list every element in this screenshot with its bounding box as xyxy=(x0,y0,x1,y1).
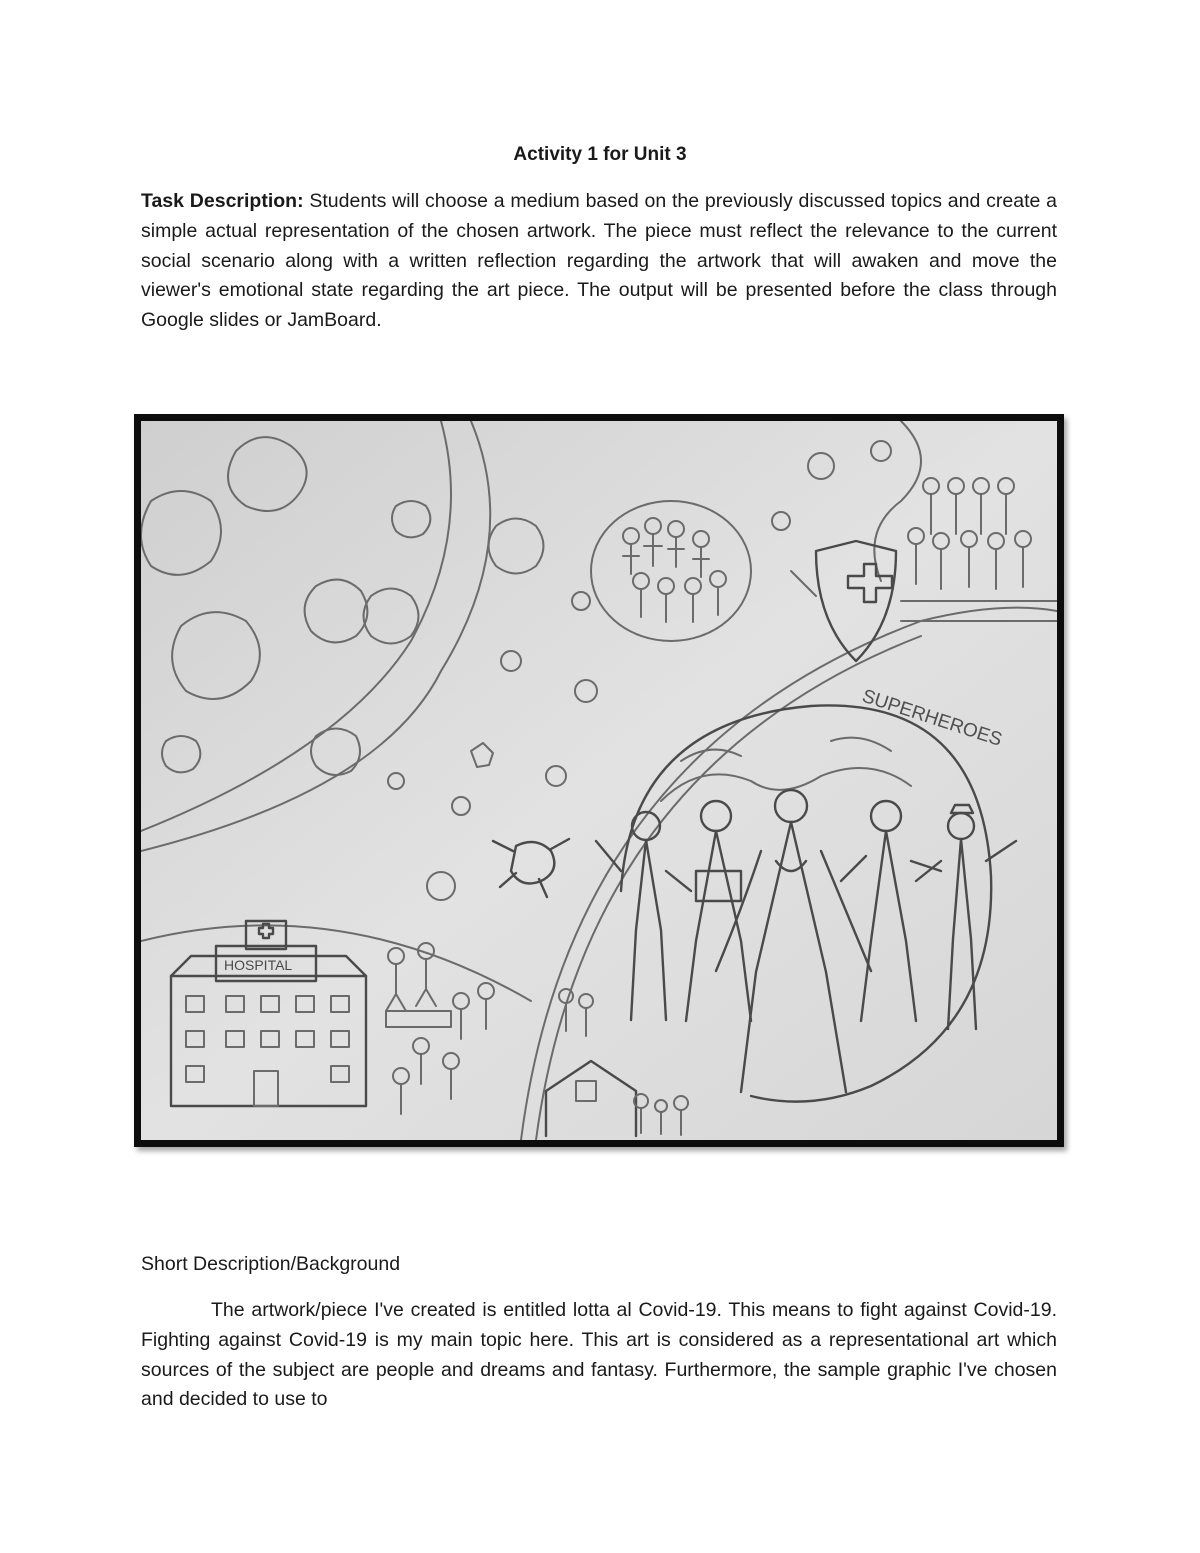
body-paragraph: The artwork/piece I've created is entitled lotta al Covid-19. This means to fight against Covid-19. Fighting against Covid-19 is my main topic here. This art is considered as a representational art which sources of the subject are people and dreams and fantasy. Furthermore, the sample graphic I've chosen and decided to use to xyxy=(141,1299,1057,1411)
page-title: Activity 1 for Unit 3 xyxy=(513,144,687,165)
task-label: Task Description: xyxy=(141,190,304,212)
pencil-drawing xyxy=(141,421,1057,1140)
task-description xyxy=(141,187,1057,336)
task-text: Students will choose a medium based on the previously discussed topics and create a simple actual representation of the chosen artwork. The piece must reflect the relevance to the current social scenario along with a written reflection regarding the artwork that will awaken and move the viewer's emotional state regarding the art piece. The output will be presented before the class through Google slides or JamBoard. xyxy=(141,190,1057,332)
superheroes-banner: SUPERHEROES xyxy=(859,685,1005,751)
artwork-photo xyxy=(134,414,1064,1147)
hospital-sign: HOSPITAL xyxy=(224,957,293,973)
section-heading: Short Description/Background xyxy=(141,1253,401,1275)
